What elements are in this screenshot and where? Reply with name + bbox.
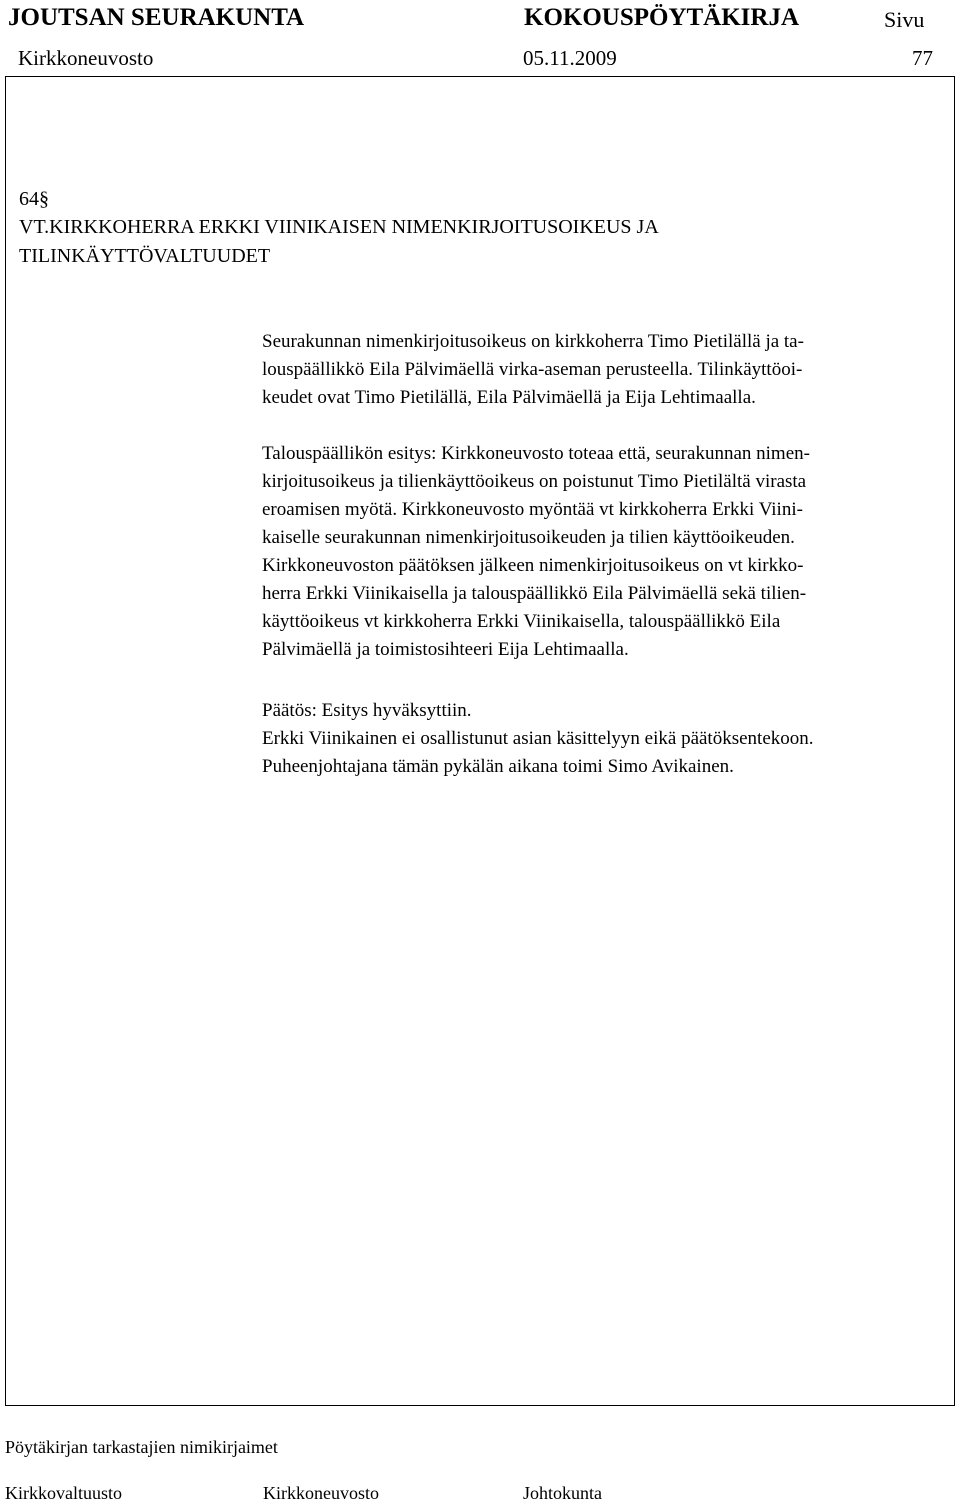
text-line: kaiselle seurakunnan nimenkirjoitusoikeuden ja tilien käyttöoikeuden.: [262, 527, 795, 548]
section-title-line: TILINKÄYTTÖVALTUUDET: [19, 245, 271, 267]
text-line: Seurakunnan nimenkirjoitusoikeus on kirkkoherra Timo Pietilällä ja ta-: [262, 331, 804, 352]
text-line: käyttöoikeus vt kirkkoherra Erkki Viinikaisella, talouspäällikkö Eila: [262, 611, 781, 632]
footer-column-board: Kirkkoneuvosto: [263, 1483, 379, 1503]
text-line: herra Erkki Viinikaisella ja talouspäällikkö Eila Pälvimäellä sekä tilien-: [262, 583, 807, 604]
text-line: keudet ovat Timo Pietilällä, Eila Pälvimäellä ja Eija Lehtimaalla.: [262, 387, 756, 408]
text-line: Erkki Viinikainen ei osallistunut asian käsittelyyn eikä päätöksentekoon.: [262, 728, 814, 749]
decision-line: Päätös: Esitys hyväksyttiin.: [262, 700, 472, 721]
text-line: Pälvimäellä ja toimistosihteeri Eija Lehtimaalla.: [262, 639, 629, 660]
section-title-line: VT.KIRKKOHERRA ERKKI VIINIKAISEN NIMENKIRJOITUSOIKEUS JA: [19, 216, 659, 238]
meeting-date: 05.11.2009: [523, 46, 617, 70]
text-line: Kirkkoneuvoston päätöksen jälkeen nimenkirjoitusoikeus on vt kirkko-: [262, 555, 804, 576]
page-label: Sivu: [884, 7, 925, 32]
text-line: kirjoitusoikeus ja tilienkäyttöoikeus on poistunut Timo Pietilältä virasta: [262, 471, 807, 492]
section-sign-icon: §: [39, 188, 49, 210]
section-title: [19, 213, 659, 271]
section-number: 64: [19, 188, 39, 210]
decision-paragraph: [262, 697, 954, 781]
document-type: KOKOUSPÖYTÄKIRJA: [524, 4, 800, 31]
text-line: louspäällikkö Eila Pälvimäellä virka-aseman perusteella. Tilinkäyttöoi-: [262, 359, 803, 380]
proposal-paragraph: [262, 440, 954, 664]
text-line: Talouspäällikön esitys: Kirkkoneuvosto toteaa että, seurakunnan nimen-: [262, 443, 810, 464]
footer-column-committee: Johtokunta: [523, 1483, 602, 1503]
meeting-body: Kirkkoneuvosto: [18, 46, 154, 70]
section-heading: [19, 188, 49, 211]
text-line: Puheenjohtajana tämän pykälän aikana toimi Simo Avikainen.: [262, 756, 734, 777]
background-paragraph: [262, 328, 954, 412]
text-line: eroamisen myötä. Kirkkoneuvosto myöntää vt kirkkoherra Erkki Viini-: [262, 499, 803, 520]
footer-column-council: Kirkkovaltuusto: [5, 1483, 122, 1503]
page-number: 77: [912, 46, 933, 70]
signatures-label: Pöytäkirjan tarkastajien nimikirjaimet: [5, 1437, 278, 1457]
organization-name: JOUTSAN SEURAKUNTA: [8, 4, 305, 31]
